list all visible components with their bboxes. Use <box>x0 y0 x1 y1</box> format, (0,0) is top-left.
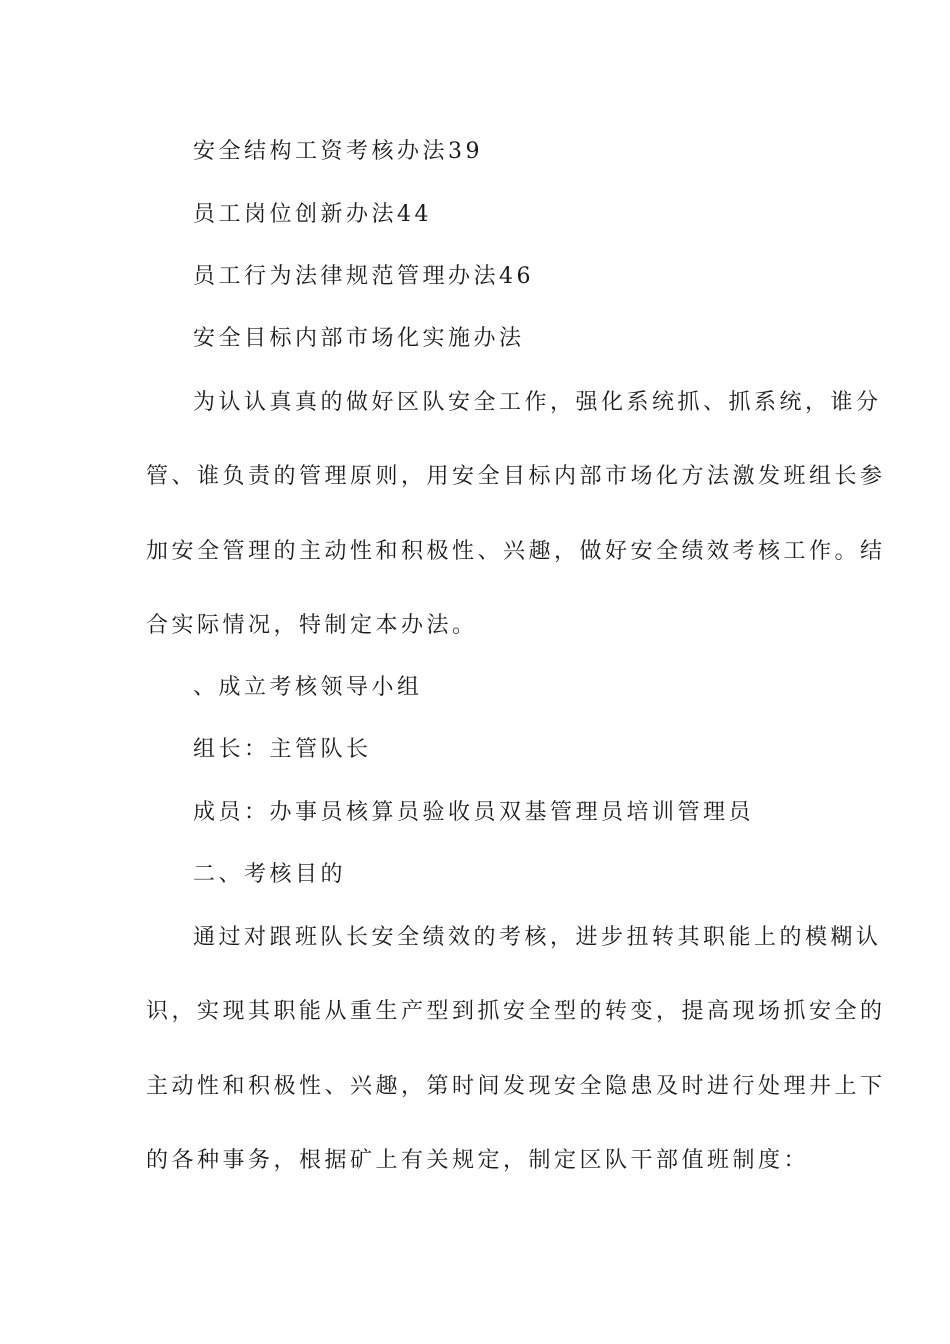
paragraph-line: 主动性和积极性、兴趣，第时间发现安全隐患及时进行处理井上下 <box>146 1074 886 1099</box>
paragraph-line: 管、谁负责的管理原则，用安全目标内部市场化方法激发班组长参 <box>146 464 886 489</box>
toc-entry: 安全结构工资考核办法39 <box>193 139 483 164</box>
paragraph-line: 通过对跟班队长安全绩效的考核，进步扭转其职能上的模糊认 <box>193 925 882 950</box>
toc-entry: 员工岗位创新办法44 <box>193 202 432 227</box>
leader-line: 组长：主管队长 <box>193 737 372 762</box>
paragraph-line: 为认认真真的做好区队安全工作，强化系统抓、抓系统，谁分 <box>193 390 882 415</box>
toc-entry: 员工行为法律规范管理办法46 <box>193 264 534 289</box>
paragraph-line: 的各种事务，根据矿上有关规定，制定区队干部值班制度： <box>146 1148 810 1173</box>
paragraph-line: 识，实现其职能从重生产型到抓安全型的转变，提高现场抓安全的 <box>146 999 886 1024</box>
paragraph-line: 合实际情况，特制定本办法。 <box>146 613 478 638</box>
members-line: 成员：办事员核算员验收员双基管理员培训管理员 <box>193 800 755 825</box>
section-heading: 二、考核目的 <box>193 862 347 887</box>
paragraph-line: 加安全管理的主动性和积极性、兴趣，做好安全绩效考核工作。结 <box>146 539 886 564</box>
section-heading: 、成立考核领导小组 <box>193 675 423 700</box>
section-title: 安全目标内部市场化实施办法 <box>193 326 525 351</box>
